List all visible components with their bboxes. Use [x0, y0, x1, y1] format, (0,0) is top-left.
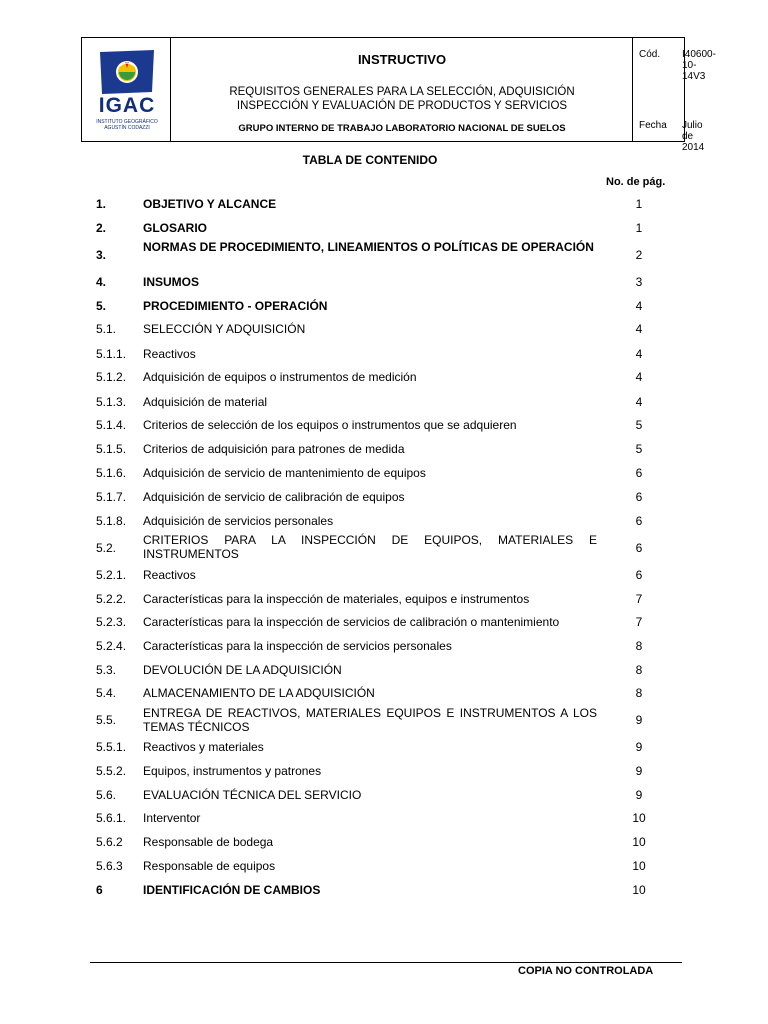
toc-number: 5.1.: [96, 322, 117, 336]
document-group: GRUPO INTERNO DE TRABAJO LABORATORIO NACIONAL DE SUELOS: [238, 123, 566, 134]
toc-text: Reactivos: [143, 347, 196, 361]
document-type: INSTRUCTIVO: [357, 52, 447, 67]
toc-number: 5.1.8.: [96, 514, 127, 528]
toc-page: 4: [635, 370, 643, 384]
toc-number: 5.6.3: [96, 859, 123, 873]
toc-page: 6: [635, 466, 643, 480]
toc-number: 5.1.7.: [96, 490, 127, 504]
toc-page: 9: [635, 713, 643, 727]
toc-number: 5.1.6.: [96, 466, 127, 480]
toc-page: 5: [635, 442, 643, 456]
document-title: [181, 85, 623, 113]
toc-number: 5.5.2.: [96, 764, 127, 778]
toc-page: 6: [635, 490, 643, 504]
toc-page: 6: [635, 514, 643, 528]
toc-text: Adquisición de servicios personales: [143, 514, 334, 528]
toc-page: 9: [635, 764, 643, 778]
toc-page: 10: [632, 835, 646, 849]
toc-number: 5.2.4.: [96, 639, 127, 653]
toc-text: GLOSARIO: [143, 221, 208, 235]
toc-text: Adquisición de servicio de calibración de equipos: [143, 490, 405, 504]
toc-number: 5.5.1.: [96, 740, 127, 754]
footer-label: COPIA NO CONTROLADA: [518, 965, 654, 977]
toc-number: 5.2.3.: [96, 615, 127, 629]
toc-number: 4.: [96, 275, 107, 289]
toc-text: Adquisición de servicio de mantenimiento de equipos: [143, 466, 426, 480]
toc-text: NORMAS DE PROCEDIMIENTO, LINEAMIENTOS O POLÍTICAS DE OPERACIÓN: [143, 240, 594, 254]
toc-number: 1.: [96, 197, 107, 211]
toc-text: Características para la inspección de servicios de calibración o mantenimiento: [143, 615, 560, 629]
toc-number: 5.3.: [96, 663, 117, 677]
toc-text: ALMACENAMIENTO DE LA ADQUISICIÓN: [143, 686, 375, 700]
toc-text: SELECCIÓN Y ADQUISICIÓN: [143, 322, 306, 336]
toc-number: 5.1.5.: [96, 442, 127, 456]
toc-page: 4: [635, 322, 643, 336]
toc-text: Adquisición de equipos o instrumentos de medición: [143, 370, 417, 384]
toc-text: Reactivos y materiales: [143, 740, 264, 754]
toc-number: 5.6.: [96, 788, 117, 802]
logo-text: IGAC: [98, 94, 156, 117]
document-title-line: INSPECCIÓN Y EVALUACIÓN DE PRODUCTOS Y SERVICIOS: [236, 100, 568, 112]
document-title-line: REQUISITOS GENERALES PARA LA SELECCIÓN, ADQUISICIÓN: [229, 86, 575, 98]
toc-page: 2: [635, 248, 643, 262]
toc-page: 8: [635, 639, 643, 653]
toc-text: PROCEDIMIENTO - OPERACIÓN: [143, 299, 328, 313]
toc-page: 4: [635, 347, 643, 361]
toc-text: Responsable de bodega: [143, 835, 274, 849]
toc-number: 5.: [96, 299, 107, 313]
toc-page: 9: [635, 788, 643, 802]
toc-text: Equipos, instrumentos y patrones: [143, 764, 322, 778]
toc-text: Características para la inspección de servicios personales: [143, 639, 452, 653]
toc-number: 3.: [96, 248, 107, 262]
toc-text: IDENTIFICACIÓN DE CAMBIOS: [143, 883, 321, 897]
toc-page: 6: [635, 568, 643, 582]
toc-page: 6: [635, 541, 643, 555]
toc-number: 5.2.1.: [96, 568, 127, 582]
toc-page: 4: [635, 299, 643, 313]
toc-number: 5.5.: [96, 713, 117, 727]
toc-number: 5.6.1.: [96, 811, 127, 825]
logo-subtitle: INSTITUTO GEOGRÁFICO: [96, 119, 158, 125]
date-value: Julio de 2014: [682, 120, 705, 153]
toc-number: 5.4.: [96, 686, 117, 700]
toc-text: CRITERIOS PARA LA INSPECCIÓN DE EQUIPOS, MATERIALES E INSTRUMENTOS: [143, 533, 597, 561]
toc-text: OBJETIVO Y ALCANCE: [143, 197, 277, 211]
toc-text: Criterios de adquisición para patrones de medida: [143, 442, 405, 456]
toc-page: 5: [635, 418, 643, 432]
logo-cell: [82, 38, 171, 141]
toc-text: Reactivos: [143, 568, 196, 582]
toc-page: 1: [635, 197, 643, 211]
date-label: Fecha: [639, 120, 667, 131]
toc-text: DEVOLUCIÓN DE LA ADQUISICIÓN: [143, 663, 342, 677]
igac-logo: [92, 48, 162, 138]
logo-subtitle: AGUSTÍN CODAZZI: [104, 125, 150, 131]
toc-text: Responsable de equipos: [143, 859, 276, 873]
toc-page: 8: [635, 686, 643, 700]
toc-text: INSUMOS: [143, 275, 200, 289]
toc-page: 7: [635, 615, 643, 629]
toc-number: 5.6.2: [96, 835, 123, 849]
code-label: Cód.: [639, 49, 661, 60]
toc-text: Interventor: [143, 811, 201, 825]
toc-number: 5.1.4.: [96, 418, 127, 432]
toc-text: Características para la inspección de materiales, equipos e instrumentos: [143, 592, 530, 606]
toc-text: EVALUACIÓN TÉCNICA DEL SERVICIO: [143, 788, 362, 802]
toc-text: Criterios de selección de los equipos o instrumentos que se adquieren: [143, 418, 517, 432]
code-value: I40600-10-14V3: [682, 49, 716, 82]
toc-text: ENTREGA DE REACTIVOS, MATERIALES EQUIPOS E INSTRUMENTOS A LOS TEMAS TÉCNICOS: [143, 706, 597, 734]
toc-page: 1: [635, 221, 643, 235]
toc-page: 7: [635, 592, 643, 606]
igac-emblem-icon: [92, 48, 162, 96]
toc-title: TABLA DE CONTENIDO: [302, 153, 438, 167]
page-number-header: No. de pág.: [606, 176, 666, 188]
title-cell: [171, 38, 633, 141]
toc-text: Adquisición de material: [143, 395, 268, 409]
toc-page: 4: [635, 395, 643, 409]
toc-page: 10: [632, 811, 646, 825]
toc-page: 8: [635, 663, 643, 677]
toc-page: 3: [635, 275, 643, 289]
footer-divider: [90, 962, 682, 963]
toc-number: 5.2.2.: [96, 592, 127, 606]
toc-number: 6: [96, 883, 103, 897]
toc-number: 5.1.3.: [96, 395, 127, 409]
toc-number: 5.1.2.: [96, 370, 127, 384]
toc-page: 9: [635, 740, 643, 754]
toc-number: 2.: [96, 221, 107, 235]
toc-page: 10: [632, 883, 646, 897]
document-header: [81, 37, 716, 153]
toc-page: 10: [632, 859, 646, 873]
toc-number: 5.2.: [96, 541, 117, 555]
toc-number: 5.1.1.: [96, 347, 127, 361]
